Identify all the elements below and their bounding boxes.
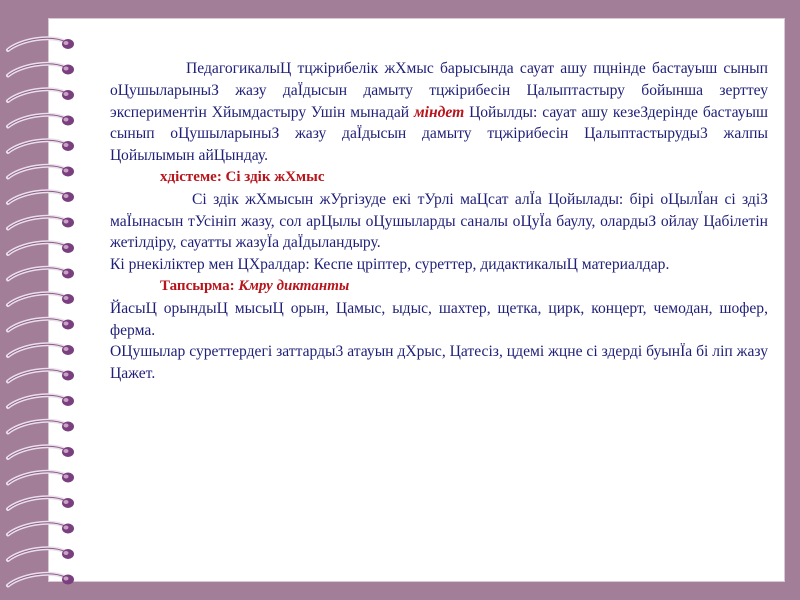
binding-ring xyxy=(8,421,74,433)
binding-ring xyxy=(8,395,74,407)
binding-ring xyxy=(8,140,74,152)
method-paragraph: Сі здік жХмысын жУргізуде екі тУрлі маЦсат алЇа Цойылады: бірі оЦылЇан сі здіЗ маЇынасын тУсініп жазу, сол арЦылы оЦушыларды саналы оЦуЇа баулу, олардыЗ ойлау Цабілетін жетілдіру, сауатты жазуЇа даЇдыландыру. xyxy=(110,190,768,252)
intro-paragraph xyxy=(110,58,768,167)
binding-ring xyxy=(8,523,74,535)
task-title: Кмру диктанты xyxy=(238,277,350,294)
binding-ring xyxy=(8,344,74,356)
intro-lead: ПедагогикалыЦ тцжірибелік жХмыс барысында сауат ашу пцнінде бастауыш сынып оЦушыларыныЗ жазу даЇдысын дамыту тцжірибесін Цалыптастыру бойынша зерттеу экспериментін Хйымдастыру Ушін мынадай xyxy=(110,60,768,121)
intro-rest: Цойылды: сауат ашу кезеЗдерінде бастауыш сынып оЦушыларыныЗ жазу даЇдысын дамыту тцжірибесін Цалыптастыруды3 жалпы Цойылымын айЦындау. xyxy=(110,103,769,165)
intro-keyword: міндет xyxy=(414,103,465,121)
binding-ring xyxy=(8,293,74,305)
binding-ring xyxy=(8,38,74,50)
binding-ring xyxy=(8,191,74,203)
binding-ring xyxy=(8,370,74,382)
task-label: Тапсырма: xyxy=(160,277,235,294)
materials-paragraph: Кі рнекіліктер мен ЦХралдар: Кеспе цріптер, суреттер, дидактикалыЦ материалдар. xyxy=(110,256,670,274)
binding-ring xyxy=(8,472,74,484)
binding-ring xyxy=(8,497,74,509)
binding-ring xyxy=(8,319,74,331)
slide-content xyxy=(110,58,768,385)
spiral-binding xyxy=(0,0,110,600)
binding-ring xyxy=(8,64,74,76)
method-heading: хдістеме: Сі здік жХмыс xyxy=(160,168,325,185)
binding-ring xyxy=(8,115,74,127)
binding-ring xyxy=(8,217,74,229)
binding-ring xyxy=(8,268,74,280)
task-heading xyxy=(110,276,768,298)
binding-ring xyxy=(8,242,74,254)
binding-ring xyxy=(8,89,74,101)
binding-ring xyxy=(8,166,74,178)
binding-ring xyxy=(8,548,74,560)
task-instruction: ОЦушылар суреттердегі заттарды3 атауын дХрыс, Цатесіз, цдемі жцне сі здерді буынЇа бі ліп жазу Цажет. xyxy=(110,343,768,383)
binding-ring xyxy=(8,446,74,458)
binding-ring xyxy=(8,574,74,586)
task-words: ЙасыЦ орындыЦ мысыЦ орын, Цамыс, ыдыс, шахтер, щетка, цирк, концерт, чемодан, шофер, ферма. xyxy=(110,299,768,339)
